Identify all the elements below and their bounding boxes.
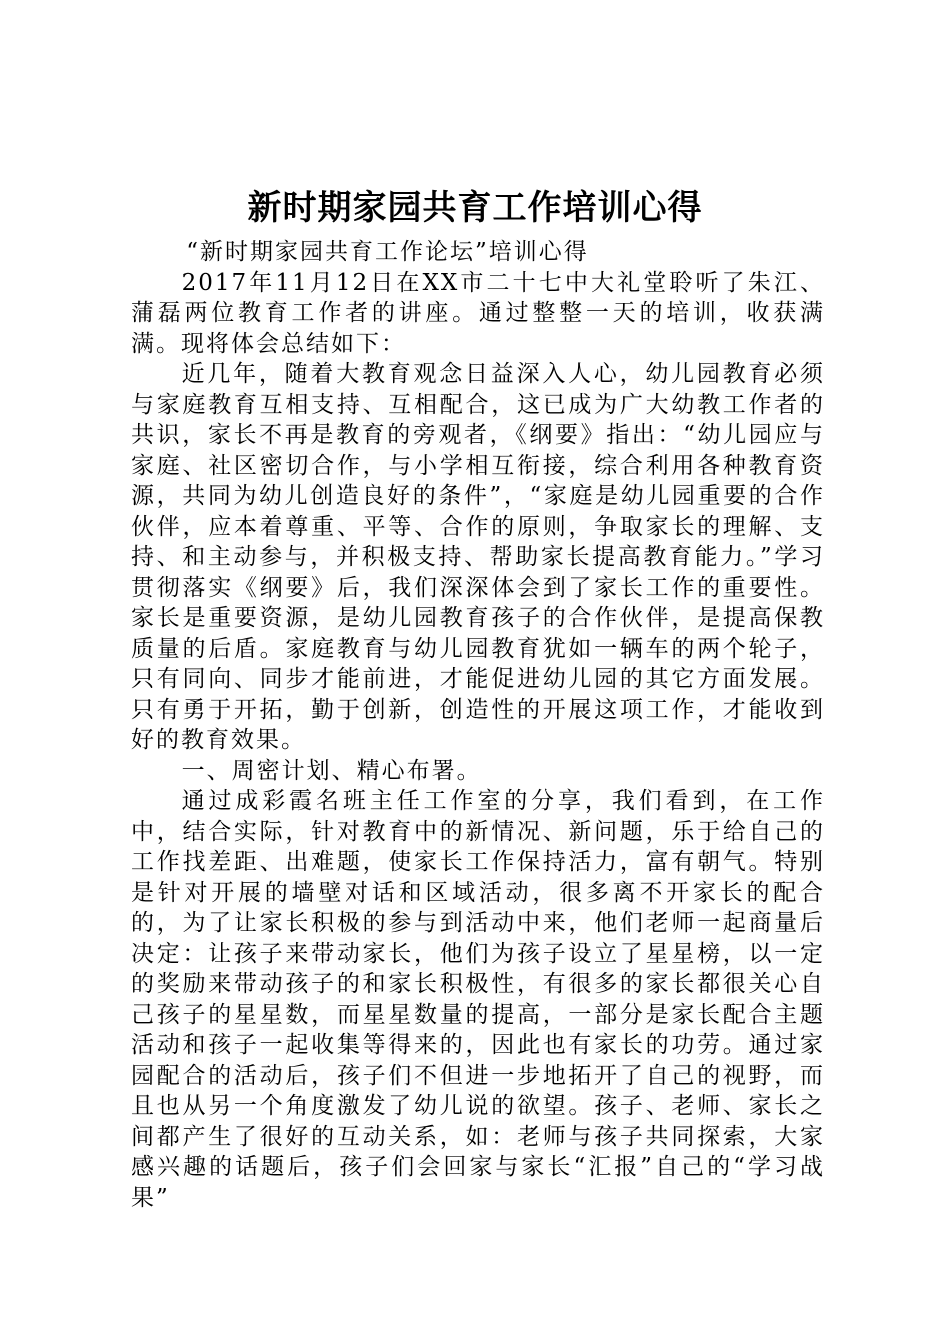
paragraph-section-1: 通过成彩霞名班主任工作室的分享，我们看到，在工作中，结合实际，针对教育中的新情况、新问题，乐于给自己的工作找差距、出难题，使家长工作保持活力，富有朝气。特别是针对开展的墙壁对话和区域活动，很多离不开家长的配合的，为了让家长积极的参与到活动中来，他们老师一起商量后决定：让孩子来带动家长，他们为孩子设立了星星榜，以一定的奖励来带动孩子的和家长积极性，有很多的家长都很关心自己孩子的星星数，而星星数量的提高，一部分是家长配合主题活动和孩子一起收集等得来的，因此也有家长的功劳。通过家园配合的活动后，孩子们不但进一步地拓开了自己的视野，而且也从另一个角度激发了幼儿说的欲望。孩子、老师、家长之间都产生了很好的互动关系，如：老师与孩子共同探索，大家感兴趣的话题后，孩子们会回家与家长“汇报”自己的“学习战果”: [131, 788, 825, 1211]
document-body: [131, 237, 825, 1213]
section-heading-1: 一、周密计划、精心布署。: [181, 757, 482, 784]
document-subtitle: “新时期家园共育工作论坛”培训心得: [186, 239, 589, 265]
paragraph-background: 近几年，随着大教育观念日益深入人心，幼儿园教育必须与家庭教育互相支持、互相配合，这已成为广大幼教工作者的共识，家长不再是教育的旁观者，《纲要》指出：“幼儿园应与家庭、社区密切合作，与小学相互衔接，综合利用各种教育资源，共同为幼儿创造良好的条件”，“家庭是幼儿园重要的合作伙伴，应本着尊重、平等、合作的原则，争取家长的理解、支持、和主动参与，并积极支持、帮助家长提高教育能力。”学习贯彻落实《纲要》后，我们深深体会到了家长工作的重要性。家长是重要资源，是幼儿园教育孩子的合作伙伴，是提高保教质量的后盾。家庭教育与幼儿园教育犹如一辆车的两个轮子，只有同向、同步才能前进，才能促进幼儿园的其它方面发展。只有勇于开拓，勤于创新，创造性的开展这项工作，才能收到好的教育效果。: [131, 361, 825, 753]
paragraph-intro: 2017年11月12日在XX市二十七中大礼堂聆听了朱江、蒲磊两位教育工作者的讲座。通过整整一天的培训，收获满满。现将体会总结如下：: [131, 269, 825, 357]
document-title: 新时期家园共育工作培训心得: [247, 188, 703, 228]
